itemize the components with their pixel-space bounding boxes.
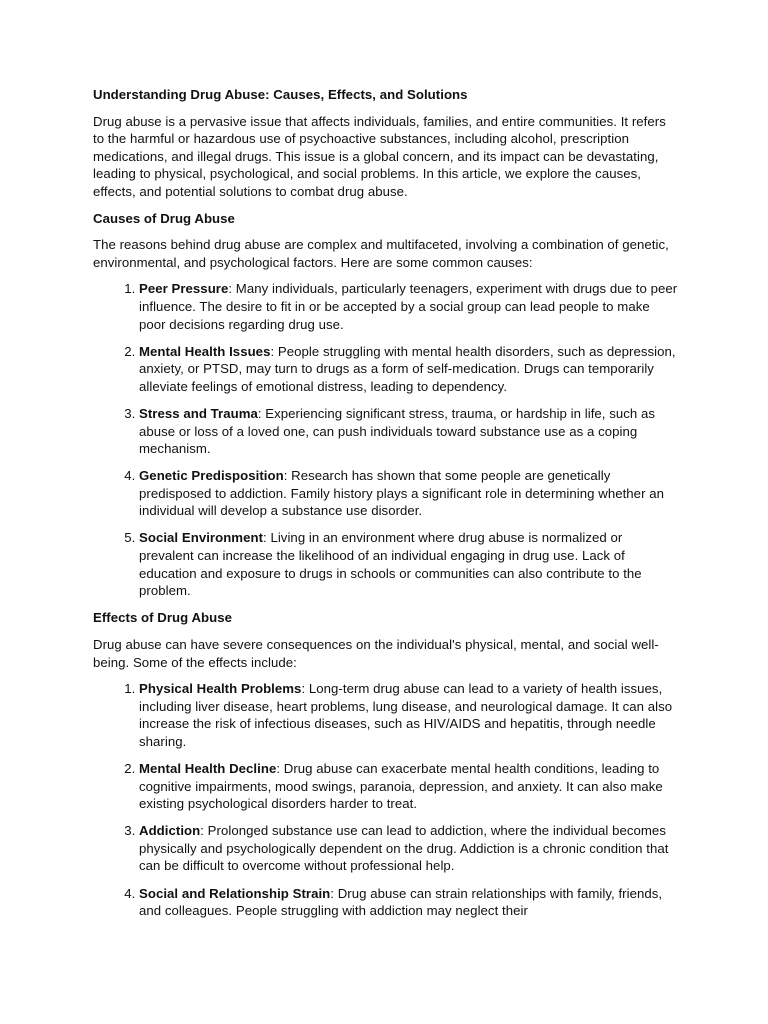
effects-list — [93, 680, 679, 920]
effects-intro: Drug abuse can have severe consequences on the individual's physical, mental, and social well-being. Some of the effects include: — [93, 636, 659, 670]
list-item-term: Mental Health Issues — [139, 343, 271, 359]
list-item-text: : Research has shown that some people are genetically predisposed to addiction. Family history plays a significant role in determining whether an individual will develop a substance use disorder. — [139, 468, 664, 519]
list-item — [139, 529, 679, 599]
list-item — [139, 822, 679, 875]
list-item-text: : People struggling with mental health disorders, such as depression, anxiety, or PTSD, may turn to drugs as a form of self-medication. Drugs can temporarily alleviate feelings of emotional distress, leading to dependency. — [139, 343, 676, 394]
list-item — [139, 280, 679, 333]
list-item-text: : Long-term drug abuse can lead to a variety of health issues, including liver disease, heart problems, lung disease, and neurological damage. It can also increase the risk of infectious diseases, such as HIV/AIDS and hepatitis, through needle sharing. — [139, 681, 673, 749]
list-item-term: Mental Health Decline — [139, 761, 277, 776]
list-item-text: : Drug abuse can strain relationships with family, friends, and colleagues. People struggling with addiction may neglect their — [139, 885, 663, 919]
list-item — [139, 885, 679, 920]
causes-list — [93, 280, 679, 600]
list-item — [139, 680, 679, 750]
document-page — [93, 86, 679, 929]
list-item-text: : Many individuals, particularly teenagers, experiment with drugs due to peer influence. The desire to fit in or be accepted by a social group can lead people to make poor decisions regarding drug use. — [139, 281, 678, 332]
causes-heading: Causes of Drug Abuse — [93, 210, 235, 226]
list-item-term: Social Environment — [139, 530, 264, 546]
list-item — [139, 405, 679, 458]
document-title: Understanding Drug Abuse: Causes, Effects, and Solutions — [93, 87, 468, 102]
causes-intro: The reasons behind drug abuse are complex and multifaceted, involving a combination of genetic, environmental, and psychological factors. Here are some common causes: — [93, 237, 669, 270]
list-item-term: Genetic Predisposition — [139, 468, 284, 484]
list-item-text: : Experiencing significant stress, trauma, or hardship in life, such as abuse or loss of a loved one, can push individuals toward substance use as a coping mechanism. — [139, 405, 656, 457]
list-item-term: Addiction — [139, 823, 201, 839]
intro-paragraph: Drug abuse is a pervasive issue that affects individuals, families, and entire communities. It refers to the harmful or hazardous use of psychoactive substances, including alcohol, prescription medications, and illegal drugs. This issue is a global concern, and its impact can be devastating, leading to physical, psychological, and social problems. In this article, we explore the causes, effects, and potential solutions to combat drug abuse. — [93, 113, 666, 199]
list-item-term: Physical Health Problems — [139, 681, 302, 697]
list-item — [139, 760, 679, 813]
list-item-text: : Drug abuse can exacerbate mental health conditions, leading to cognitive impairments, mood swings, paranoia, depression, and anxiety. It can also make existing psychological disorders harder to treat. — [139, 761, 663, 812]
list-item-term: Peer Pressure — [139, 281, 229, 297]
list-item — [139, 343, 679, 396]
list-item-term: Social and Relationship Strain — [139, 885, 331, 901]
list-item-text: : Prolonged substance use can lead to addiction, where the individual becomes physically and psychologically dependent on the drug. Addiction is a chronic condition that can be difficult to overcome without professional help. — [139, 823, 669, 874]
effects-heading: Effects of Drug Abuse — [93, 610, 233, 626]
list-item — [139, 467, 679, 520]
list-item-text: : Living in an environment where drug abuse is normalized or prevalent can increase the likelihood of an individual engaging in drug use. Lack of education and exposure to drugs in schools or communities can also contribute to the problem. — [139, 530, 642, 599]
list-item-term: Stress and Trauma — [139, 405, 258, 421]
